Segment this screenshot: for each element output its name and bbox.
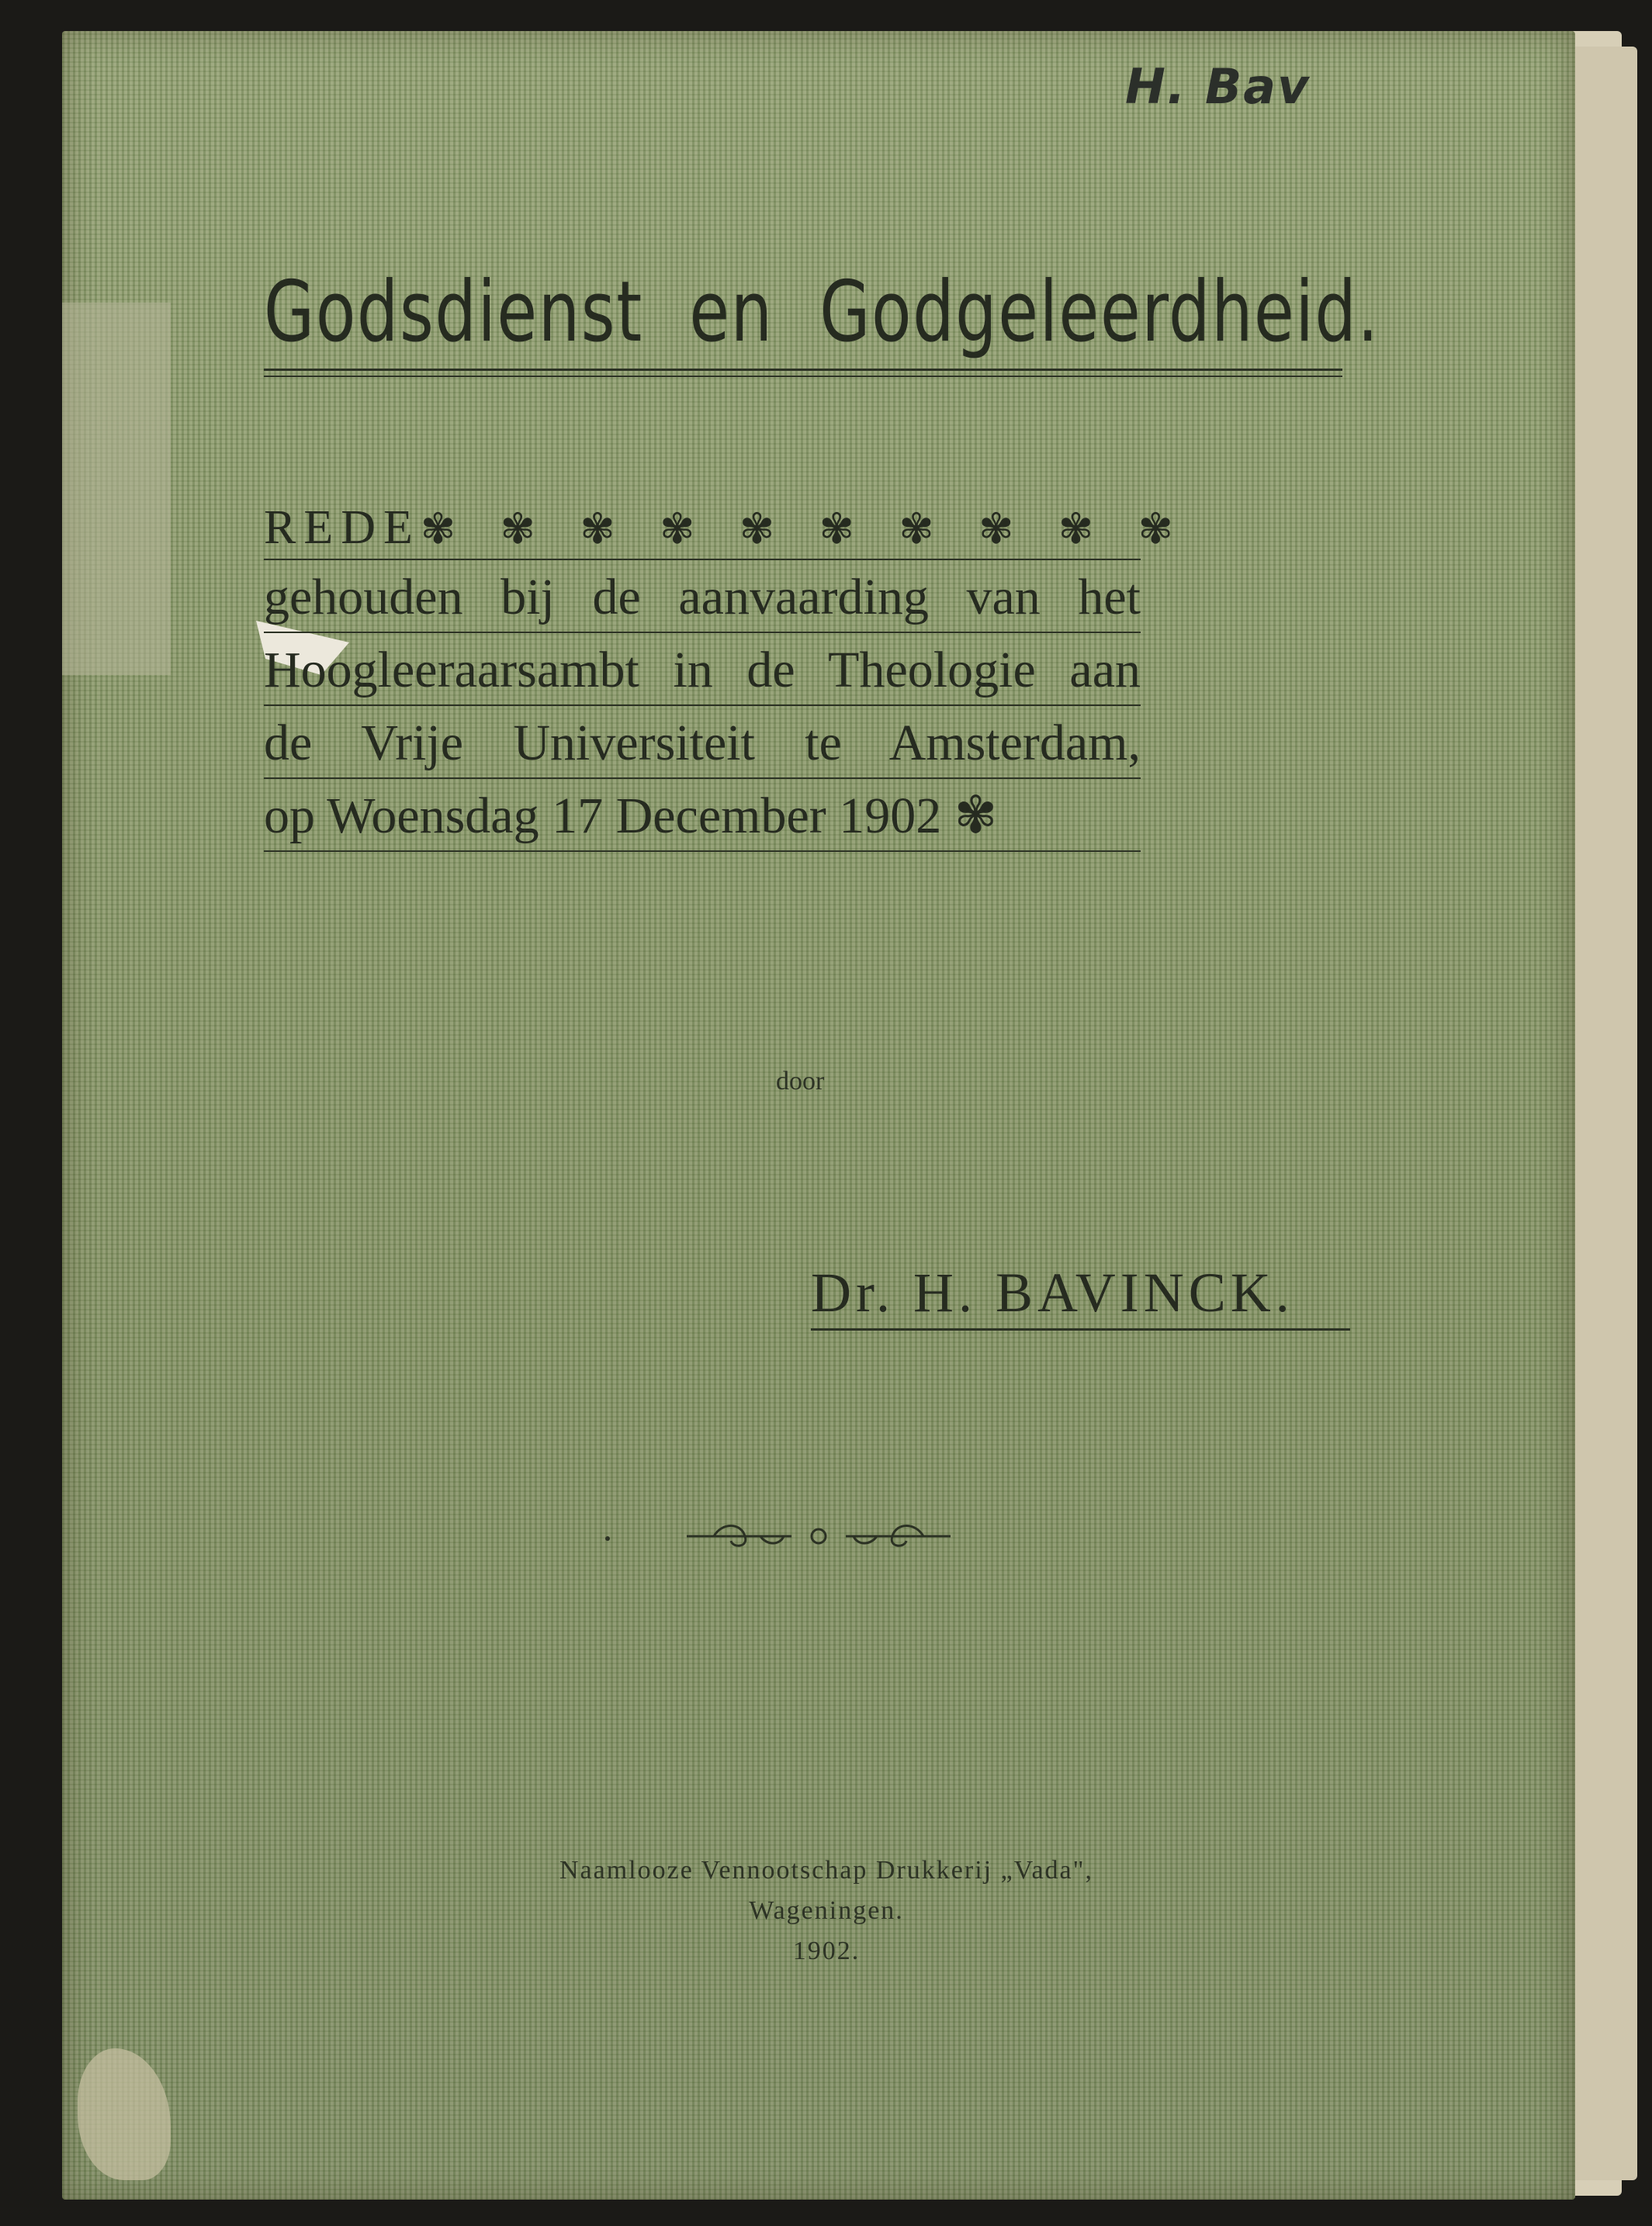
author-rule — [811, 1328, 1350, 1331]
flourish-ornament — [683, 1517, 954, 1556]
star-ornaments: ✾ ✾ ✾ ✾ ✾ ✾ ✾ ✾ ✾ ✾ — [420, 506, 1190, 552]
door-text: door — [776, 1067, 825, 1096]
place: Wageningen. — [749, 1896, 904, 1925]
title-rule — [264, 369, 1342, 377]
owner-inscription: H. Bav — [1125, 58, 1311, 115]
dot-mark — [605, 1536, 610, 1541]
publisher: Naamlooze Vennootschap Drukkerij „Vada", — [559, 1856, 1094, 1885]
rede-block — [264, 497, 1190, 852]
rede-line: Hoogleeraarsambt in de Theologie aan — [264, 642, 1141, 698]
book-title: Godsdienst en Godgeleerdheid. — [264, 264, 1380, 361]
imprint — [419, 1850, 1234, 1972]
rule — [264, 850, 1141, 852]
rede-line: de Vrije Universiteit te Amsterdam, — [264, 715, 1141, 771]
author-name: Dr. H. BAVINCK. — [811, 1262, 1294, 1324]
rede-heading-row — [264, 497, 1190, 559]
rede-heading: REDE — [264, 501, 421, 554]
rede-line: op Woensdag 17 December 1902 ✾ — [264, 788, 998, 844]
rede-line: gehouden bij de aanvaarding van het — [264, 569, 1141, 625]
title-block — [264, 264, 1380, 377]
worn-spine — [62, 303, 171, 675]
year: 1902. — [792, 1937, 861, 1965]
